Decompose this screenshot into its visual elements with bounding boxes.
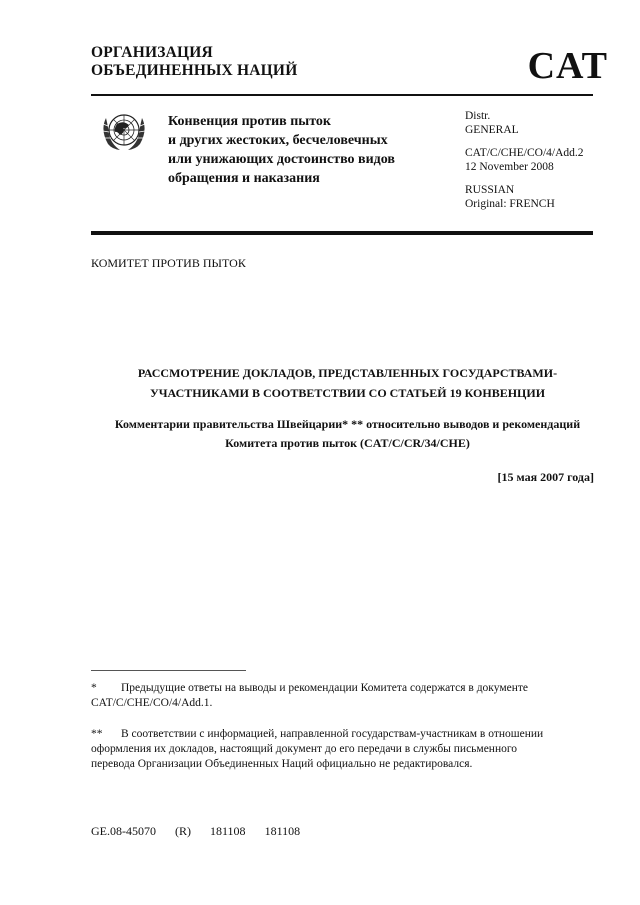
organization-line-2: ОБЪЕДИНЕННЫХ НАЦИЙ [91, 62, 298, 79]
convention-title-line: Конвенция против пыток [168, 114, 331, 129]
original-language: Original: FRENCH [465, 197, 555, 210]
footnote-1 [91, 681, 561, 711]
document-symbol: CAT/C/CHE/CO/4/Add.2 [465, 147, 584, 159]
document-title [91, 363, 604, 403]
job-date-1: 181108 [210, 824, 246, 838]
footnote-text: Предыдущие ответы на выводы и рекомендации Комитета содержатся в документе CAT/C/CHE/CO/4/Add.1. [91, 682, 528, 709]
job-number [91, 824, 316, 838]
committee-name: КОМИТЕТ ПРОТИВ ПЫТОК [91, 256, 246, 270]
footnote-2 [91, 727, 561, 772]
distribution-value: GENERAL [465, 123, 519, 136]
document-metadata [465, 110, 584, 211]
footnote-separator [91, 670, 246, 671]
document-subtitle [91, 415, 604, 453]
distribution-label: Distr. [465, 110, 491, 122]
document-series-symbol: CAT [527, 45, 608, 87]
header-divider [91, 94, 593, 96]
job-code: GE.08-45070 [91, 824, 156, 838]
job-date-2: 181108 [264, 824, 301, 838]
submission-date: [15 мая 2007 года] [497, 470, 594, 484]
job-language: (R) [175, 824, 191, 838]
organization-name [91, 44, 297, 80]
organization-line-1: ОРГАНИЗАЦИЯ [91, 44, 213, 61]
convention-title-line: или унижающих достоинство видов [168, 152, 395, 167]
document-subtitle-line-1: Комментарии правительства Швейцарии* ** относительно выводов и рекомендаций [114, 417, 581, 431]
convention-title-line: обращения и наказания [168, 171, 320, 186]
document-title-line-2: УЧАСТНИКАМИ В СООТВЕТСТВИИ СО СТАТЬЕЙ 19 КОНВЕНЦИИ [149, 386, 546, 400]
footnote-text: В соответствии с информацией, направленной государствам-участникам в отношении оформления их докладов, настоящий документ до его передачи в службы письменного перевода Организации Объединенных Наций официально не редактировался. [91, 728, 544, 770]
document-date: 12 November 2008 [465, 160, 554, 173]
convention-title [168, 112, 395, 188]
document-title-line-1: РАССМОТРЕНИЕ ДОКЛАДОВ, ПРЕДСТАВЛЕННЫХ ГОСУДАРСТВАМИ- [137, 366, 558, 380]
footnote-marker: ** [91, 728, 103, 740]
document-subtitle-line-2: Комитета против пыток (CAT/C/CR/34/CHE) [225, 436, 470, 450]
convention-title-line: и других жестоких, бесчеловечных [168, 133, 388, 148]
metadata-divider [91, 231, 593, 235]
document-language: RUSSIAN [465, 184, 515, 196]
footnote-marker: * [91, 682, 97, 694]
un-emblem-icon [94, 108, 154, 156]
